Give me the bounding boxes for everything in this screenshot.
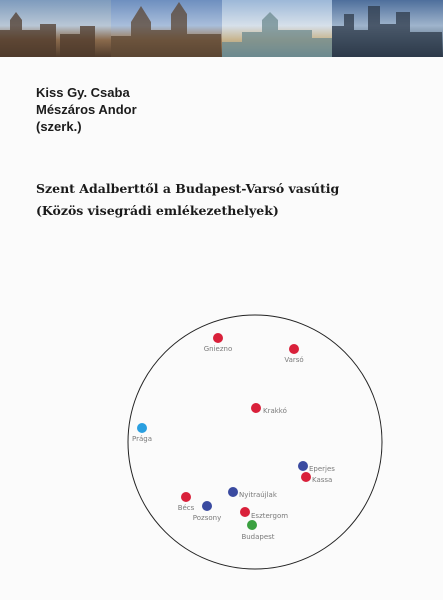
city-label-gniezno: Gniezno xyxy=(203,345,233,353)
city-label-budapest: Budapest xyxy=(241,533,275,541)
city-dot-eperjes xyxy=(298,461,308,471)
city-label-krakko: Krakkó xyxy=(263,407,287,415)
city-dot-budapest xyxy=(247,520,257,530)
city-dot-becs xyxy=(181,492,191,502)
city-label-esztergom: Esztergom xyxy=(251,512,289,520)
author-2: Mészáros Andor xyxy=(36,102,137,117)
city-label-varso: Varsó xyxy=(284,356,304,364)
city-dot-krakko xyxy=(251,403,261,413)
city-dot-pozsony xyxy=(202,501,212,511)
title-line-2: (Közös visegrádi emlékezethelyek) xyxy=(36,203,279,218)
city-label-praga: Prága xyxy=(132,435,152,443)
city-label-eperjes: Eperjes xyxy=(309,465,335,473)
city-dot-kassa xyxy=(301,472,311,482)
author-1: Kiss Gy. Csaba xyxy=(36,85,130,100)
title-line-1: Szent Adalberttől a Budapest-Varsó vasútig xyxy=(36,181,340,196)
city-label-kassa: Kassa xyxy=(312,476,333,484)
city-label-nyitraujlak: Nyitraújlak xyxy=(239,491,277,499)
city-dot-nyitraujlak xyxy=(228,487,238,497)
city-dot-gniezno xyxy=(213,333,223,343)
city-markers xyxy=(132,333,335,541)
city-label-becs: Bécs xyxy=(177,504,195,512)
city-dot-praga xyxy=(137,423,147,433)
city-dot-esztergom xyxy=(240,507,250,517)
city-dot-varso xyxy=(289,344,299,354)
map-circle xyxy=(128,315,382,569)
editor-note: (szerk.) xyxy=(36,119,82,134)
city-label-pozsony: Pozsony xyxy=(192,514,222,522)
